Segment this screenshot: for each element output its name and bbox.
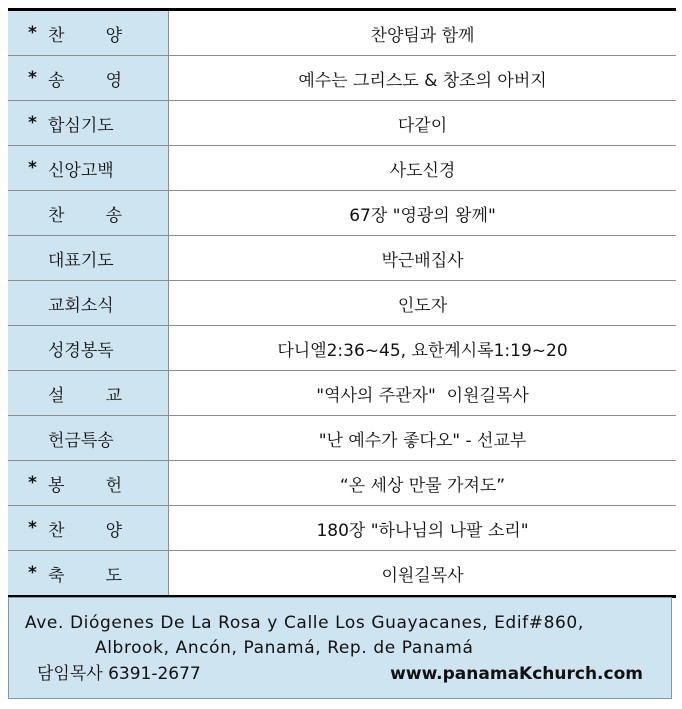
order-row [8,551,676,597]
order-value: 180장 "하나님의 나팔 소리" [169,506,677,551]
order-label: 송 영 [48,70,122,91]
order-row [8,191,676,236]
order-row [8,101,676,146]
order-value: 예수는 그리스도 & 창조의 아버지 [169,56,677,101]
standing-marker: * [28,68,37,88]
order-label: 찬 양 [48,520,122,541]
standing-marker: * [28,113,37,133]
order-label-cell [8,461,169,506]
order-row [8,506,676,551]
order-value: 박근배집사 [169,236,677,281]
order-row [8,371,676,416]
worship-order-table [8,8,676,598]
order-value: 사도신경 [169,146,677,191]
address-line-2: Albrook, Ancón, Panamá, Rep. de Panamá [95,638,474,658]
order-label: 헌금특송 [48,430,114,451]
order-label: 설 교 [48,385,122,406]
order-label-cell [8,10,169,56]
order-value: 인도자 [169,281,677,326]
order-row [8,326,676,371]
order-label-cell [8,506,169,551]
order-value: “온 세상 만물 가져도” [169,461,677,506]
standing-marker: * [28,23,37,43]
address-line-1: Ave. Diógenes De La Rosa y Calle Los Guayacanes, Edif#860, [25,613,584,633]
order-label-cell [8,101,169,146]
standing-marker: * [28,473,37,493]
order-label: 찬 양 [48,25,122,46]
order-row [8,461,676,506]
order-row [8,416,676,461]
order-value: 이원길목사 [169,551,677,597]
order-row [8,281,676,326]
order-value: 67장 "영광의 왕께" [169,191,677,236]
order-label-cell [8,281,169,326]
order-value: 다같이 [169,101,677,146]
order-label-cell [8,236,169,281]
order-row [8,10,676,56]
order-row [8,56,676,101]
order-value: "역사의 주관자" 이원길목사 [169,371,677,416]
order-label-cell [8,56,169,101]
standing-marker: * [28,563,37,583]
order-label-cell [8,551,169,597]
order-label: 대표기도 [48,250,114,271]
standing-marker: * [28,518,37,538]
order-value: "난 예수가 좋다오" - 선교부 [169,416,677,461]
order-label: 찬 송 [48,205,122,226]
order-label: 신앙고백 [48,160,114,181]
church-info-footer [8,597,672,699]
order-label: 교회소식 [48,295,114,316]
standing-marker: * [28,158,37,178]
order-label-cell [8,191,169,236]
order-label-cell [8,146,169,191]
order-value: 찬양팀과 함께 [169,10,677,56]
order-label: 축 도 [48,565,122,586]
website-link[interactable]: www.panamaKchurch.com [390,664,643,684]
order-label-cell [8,326,169,371]
order-label-cell [8,371,169,416]
order-label-cell [8,416,169,461]
order-row [8,236,676,281]
order-row [8,146,676,191]
pastor-phone: 담임목사 6391-2677 [37,664,201,684]
order-label: 합심기도 [48,115,114,136]
order-label: 봉 헌 [48,475,122,496]
order-label: 성경봉독 [48,340,114,361]
order-value: 다니엘2:36~45, 요한계시록1:19~20 [169,326,677,371]
